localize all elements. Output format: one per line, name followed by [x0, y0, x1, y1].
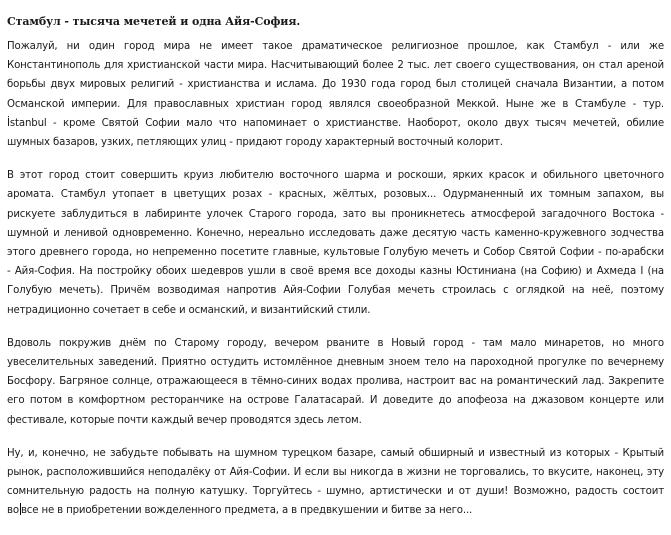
- paragraph-line: его потом в комфортном ресторанчике на острове Галатасарай. И доведите до апофеоза на джазовом концерте или: [7, 395, 664, 407]
- paragraph-line: рынок, расположившийся неподалёку от Айя-Софии. И если вы никогда в жизни не торговались, то вкусите, наконец, эту: [7, 467, 664, 479]
- paragraph-line: İstanbul - кроме Святой Софии мало что напоминает о христианстве. Наоборот, около двух тысяч мечетей, обилие: [7, 117, 664, 129]
- paragraph: [7, 444, 664, 521]
- paragraph-line: Босфору. Багряное солнце, отражающееся в тёмно-синих водах пролива, настроит вас на романтический лад. Закрепите: [7, 376, 664, 388]
- paragraph-line: В этот город стоит совершить круиз любителю восточного шарма и роскоши, ярких красок и обильного цветочного: [7, 170, 664, 182]
- paragraph-line: - Айя-София. На постройку обоих шедевров ушли в своё время все доходы казны Юстиниана (на Софию) и Ахмеда I (на: [7, 266, 664, 278]
- paragraph-line: рискуете заблудиться в лабиринте улочек Старого города, зато вы проникнетесь атмосферой загадочного Востока -: [7, 208, 664, 220]
- paragraph-line: Вдоволь покружив днём по Старому городу, вечером рваните в Новый город - там мало минаретов, но много: [7, 337, 664, 349]
- paragraph-line: шумной и ленивой одновременно. Конечно, нереально исследовать даже десятую часть каменно-кружевного зодчества: [7, 227, 664, 239]
- paragraph-line: увеселительных заведений. Приятно остудить истомлённое дневным зноем тело на пароходной прогулке по вечернему: [7, 357, 664, 369]
- paragraph: [7, 334, 664, 430]
- paragraph-line: аромата. Стамбул утопает в цветущих розах - красных, жёлтых, розовых... Одурманенный их томным запахом, вы: [7, 189, 664, 201]
- paragraph-line: Ну, и, конечно, не забудьте побывать на шумном турецком базаре, самый обширный и известный из которых - Крытый: [7, 447, 664, 459]
- document-page: [7, 12, 664, 535]
- paragraph: [7, 37, 664, 152]
- paragraph-line: Пожалуй, ни один город мира не имеет такое драматическое религиозное прошлое, как Стамбул - или же: [7, 41, 664, 52]
- paragraph-line: нетрадиционно сочетает в себе и османский, и византийский стили.: [7, 304, 371, 316]
- text-cursor: [20, 503, 21, 515]
- paragraph-line: Голубую мечеть). Причём возводимая напротив Айя-Софии Голубая мечеть строилась с оглядкой на неё, поэтому: [7, 285, 664, 297]
- paragraph-line: сомнительную радость на полную катушку. Торгуйтесь - шумно, артистически и от души! Возможно, радость состоит: [7, 486, 664, 498]
- paragraph-line: борьбы двух мировых религий - христианства и ислама. До 1930 года город был столицей сначала Византии, а потом: [7, 79, 664, 91]
- paragraph-line: во все не в приобретении вожделенного предмета, а в предвкушении и битве за него...: [7, 505, 473, 517]
- paragraph-line: фестивале, которые почти каждый вечер проводятся здесь летом.: [7, 414, 362, 426]
- paragraph: [7, 166, 664, 320]
- paragraph-line: этого древнего города, но непременно посетите главные, культовые Голубую мечеть и Собор Святой Софии - по-арабски: [7, 247, 664, 259]
- paragraph-line: Константинополь для христианской части мира. Насчитывающий более 2 тыс. лет своего существования, он стал ареной: [7, 60, 664, 72]
- paragraph-line: Османской империи. Для православных христиан город являлся своеобразной Меккой. Ныне же в Стамбуле - тур.: [7, 98, 664, 110]
- document-body: [7, 37, 664, 521]
- document-title: Стамбул - тысяча мечетей и одна Айя-София.: [7, 15, 301, 28]
- paragraph-line: шумных базаров, узких, петляющих улиц - придают городу характерный восточный колорит.: [7, 137, 503, 149]
